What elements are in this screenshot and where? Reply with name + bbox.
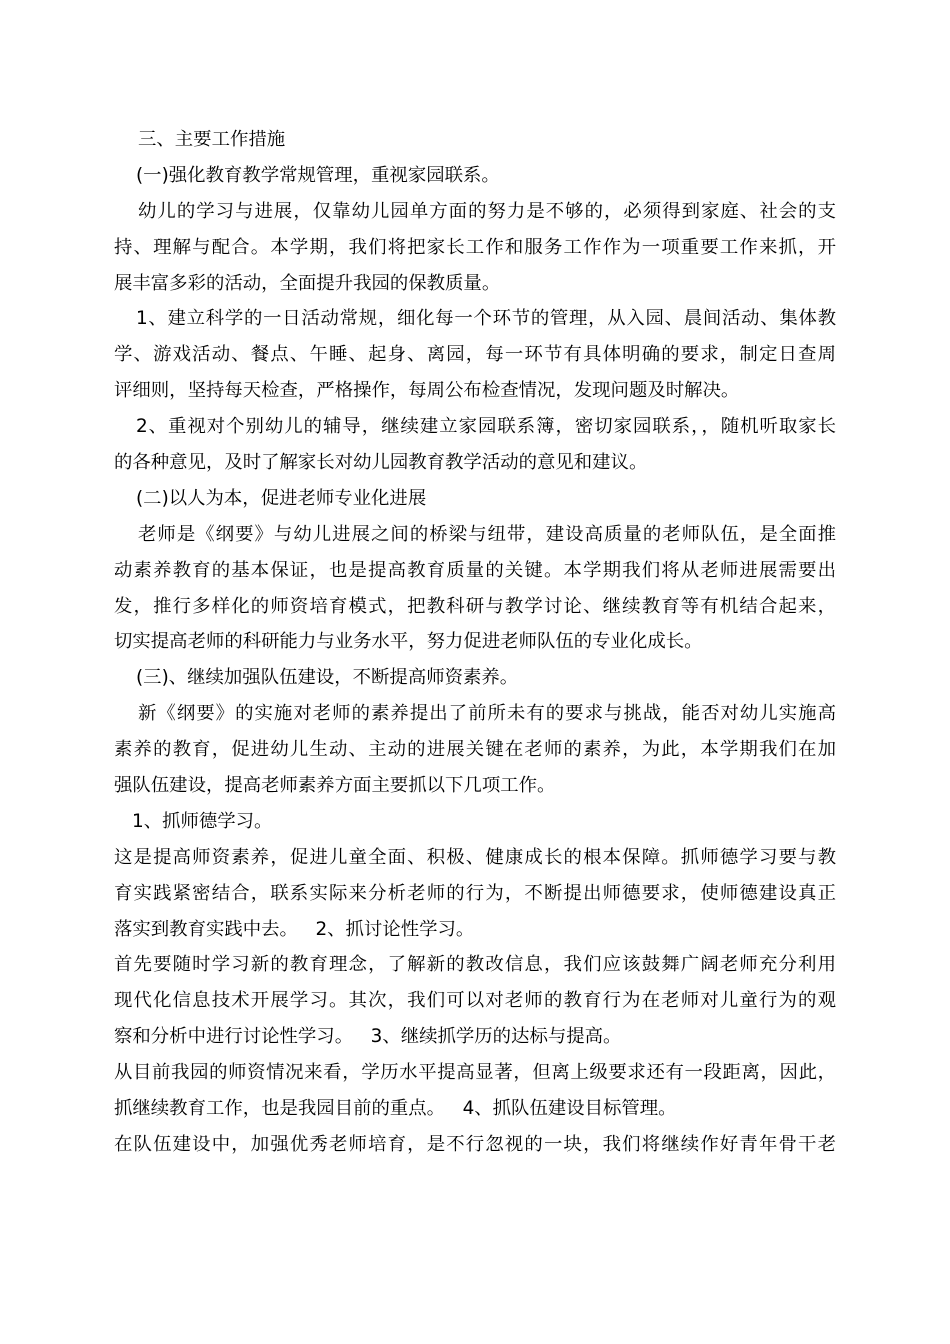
text-line: 2、重视对个别幼儿的辅导，继续建立家园联系簿，密切家园联系，，随机听取家长	[136, 416, 836, 438]
text-line: (三)、继续加强队伍建设，不断提高师资素养。	[136, 667, 519, 689]
text-line: 新《纲要》的实施对老师的素养提出了前所未有的要求与挑战，能否对幼儿实施高	[138, 703, 836, 725]
text-line: 老师是《纲要》与幼儿进展之间的桥梁与纽带，建设高质量的老师队伍，是全面推	[138, 523, 836, 545]
text-line: 发，推行多样化的师资培育模式，把教科研与教学讨论、继续教育等有机结合起来，	[114, 595, 836, 617]
text-line: 三、主要工作措施	[138, 129, 286, 150]
text-line: 幼儿的学习与进展，仅靠幼儿园单方面的努力是不够的，必须得到家庭、社会的支	[138, 200, 836, 222]
text-line: 这是提高师资素养，促进儿童全面、积极、健康成长的根本保障。抓师德学习要与教	[114, 846, 836, 868]
text-line: 抓继续教育工作，也是我园目前的重点。 4、抓队伍建设目标管理。	[114, 1098, 677, 1120]
text-line: 评细则，坚持每天检查，严格操作，每周公布检查情况，发现问题及时解决。	[114, 380, 740, 402]
text-line: 首先要随时学习新的教育理念，了解新的教改信息，我们应该鼓舞广阔老师充分利用	[114, 954, 836, 976]
text-line: 强队伍建设，提高老师素养方面主要抓以下几项工作。	[114, 775, 556, 797]
text-line: (一)强化教育教学常规管理，重视家园联系。	[136, 164, 500, 186]
text-line: 在队伍建设中，加强优秀老师培育，是不行忽视的一块，我们将继续作好青年骨干老	[114, 1133, 836, 1155]
text-line: 1、抓师德学习。	[132, 810, 273, 832]
text-line: 素养的教育，促进幼儿生动、主动的进展关键在老师的素养，为此，本学期我们在加	[114, 739, 836, 761]
text-line: 育实践紧密结合，联系实际来分析老师的行为，不断提出师德要求，使师德建设真正	[114, 882, 836, 904]
text-line: (二)以人为本，促进老师专业化进展	[136, 487, 427, 509]
text-line: 现代化信息技术开展学习。其次，我们可以对老师的教育行为在老师对儿童行为的观	[114, 990, 836, 1012]
text-line: 察和分析中进行讨论性学习。 3、继续抓学历的达标与提高。	[114, 1026, 622, 1048]
text-line: 学、游戏活动、餐点、午睡、起身、离园，每一环节有具体明确的要求，制定日查周	[114, 344, 836, 366]
text-line: 1、建立科学的一日活动常规，细化每一个环节的管理，从入园、晨间活动、集体教	[136, 308, 836, 330]
text-line: 的各种意见，及时了解家长对幼儿园教育教学活动的意见和建议。	[114, 452, 648, 474]
text-line: 持、理解与配合。本学期，我们将把家长工作和服务工作作为一项重要工作来抓，开	[114, 236, 836, 258]
text-line: 落实到教育实践中去。 2、抓讨论性学习。	[114, 918, 475, 940]
text-line: 从目前我园的师资情况来看，学历水平提高显著，但离上级要求还有一段距离，因此，	[114, 1062, 836, 1084]
text-line: 动素养教育的基本保证，也是提高教育质量的关键。本学期我们将从老师进展需要出	[114, 559, 836, 581]
document-body	[114, 122, 836, 1163]
text-line: 展丰富多彩的活动，全面提升我园的保教质量。	[114, 272, 501, 294]
text-line: 切实提高老师的科研能力与业务水平，努力促进老师队伍的专业化成长。	[114, 631, 703, 653]
